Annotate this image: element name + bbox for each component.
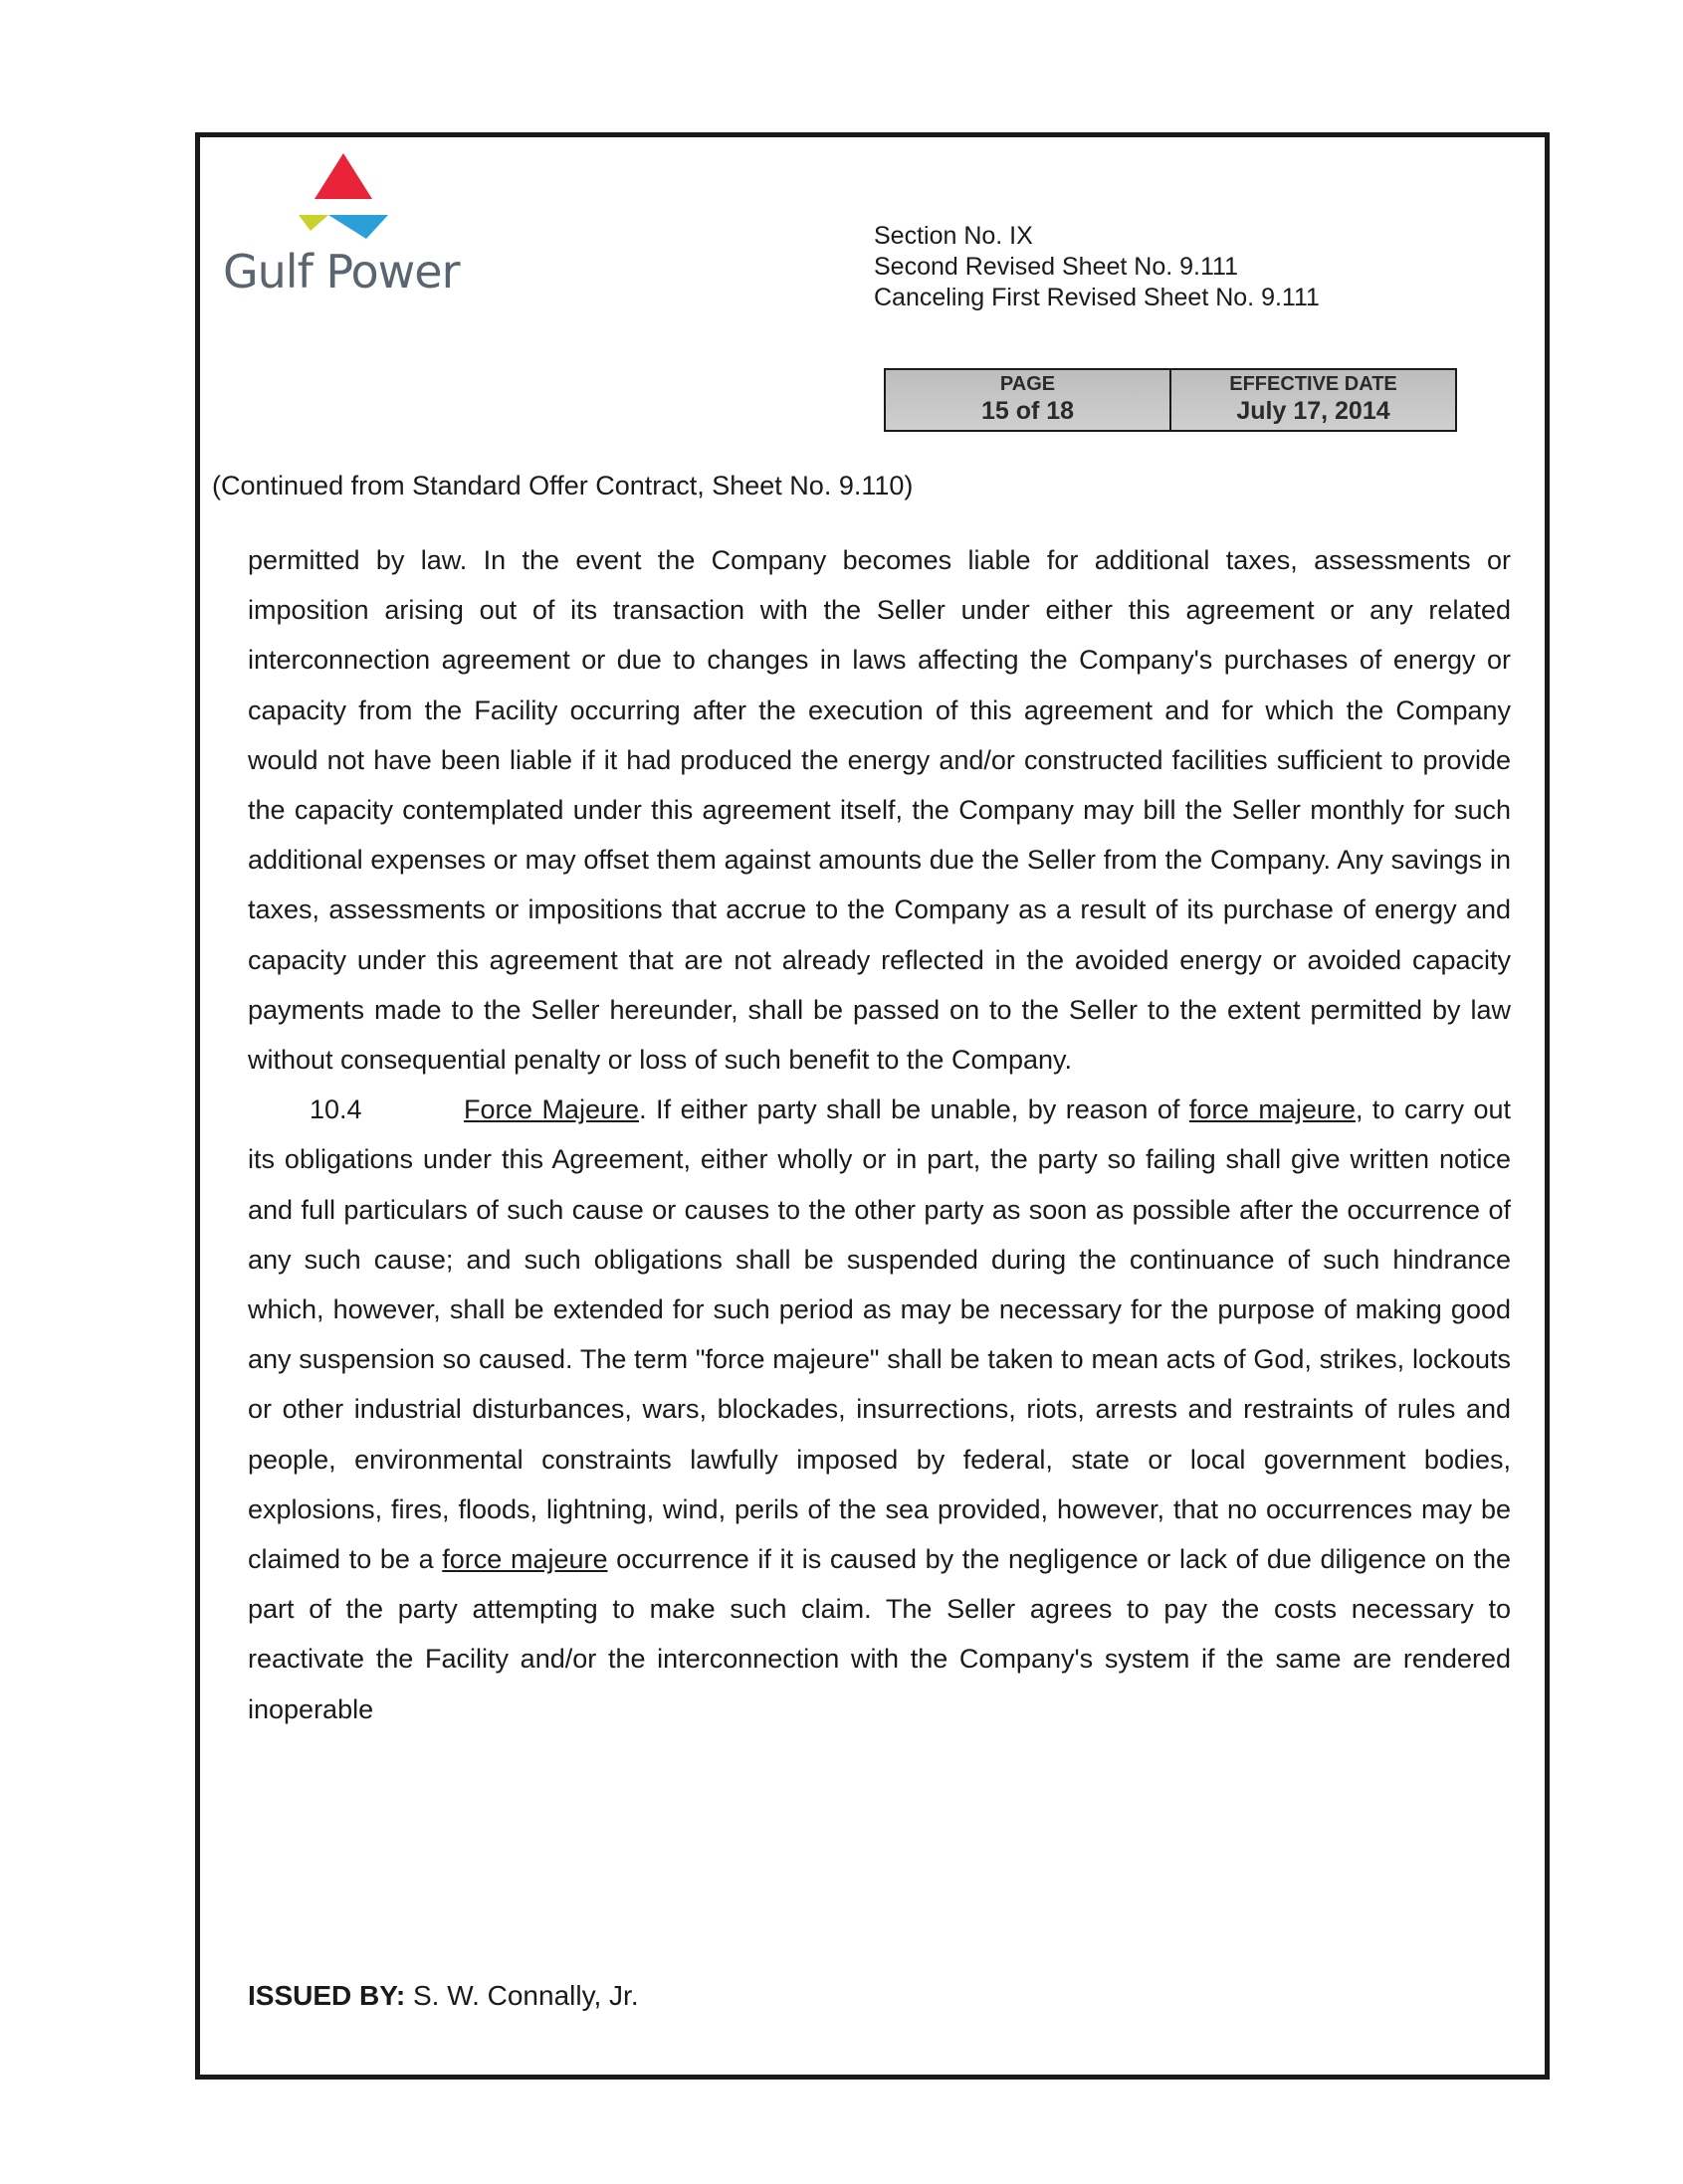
section-number: Section No. IX — [874, 222, 1033, 250]
page-label: PAGE — [999, 373, 1056, 395]
page-cell — [886, 370, 1169, 430]
effective-date-label: EFFECTIVE DATE — [1229, 373, 1397, 395]
continued-note: (Continued from Standard Offer Contract, Sheet No. 9.110) — [212, 471, 914, 500]
sheet-number: Second Revised Sheet No. 9.111 — [874, 253, 1238, 281]
effective-date-cell — [1169, 370, 1455, 430]
paragraph-text: . If either party shall be unable, by reason of — [639, 1094, 1189, 1125]
section-number-10-4: 10.4 — [310, 1094, 362, 1125]
canceled-sheet: Canceling First Revised Sheet No. 9.111 — [874, 284, 1320, 311]
issued-by-label: ISSUED BY: — [248, 1980, 406, 2011]
logo-triangle-icon — [289, 153, 398, 243]
effective-date-value: July 17, 2014 — [1236, 397, 1390, 425]
contract-body — [248, 535, 1511, 1734]
term-force-majeure: force majeure — [442, 1544, 608, 1575]
page-info-box — [884, 368, 1457, 432]
logo-text: Gulf Power — [223, 245, 460, 298]
section-info — [874, 221, 1320, 313]
section-heading: Force Majeure — [464, 1094, 640, 1125]
paragraph-text: occurrence if it is caused by the negligence or lack of due diligence on the part of the party attempting to make such claim. The Seller agrees to pay the costs necessary to reactivate the Facility and/or the interconnection with the Company's system if the same are rendered inoperable — [248, 1544, 1512, 1724]
issued-by-name: S. W. Connally, Jr. — [412, 1980, 639, 2011]
paragraph-force-majeure — [248, 1085, 1511, 1734]
issued-by — [248, 1980, 639, 2012]
paragraph-taxes: permitted by law. In the event the Company becomes liable for additional taxes, assessments or imposition arising out of its transaction with the Seller under either this agreement or any related interconnection agreement or due to changes in laws affecting the Company's purchases of energy or capacity from the Facility occurring after the execution of this agreement and for which the Company would not have been liable if it had produced the energy and/or constructed facilities sufficient to provide the capacity contemplated under this agreement itself, the Company may bill the Seller monthly for such additional expenses or may offset them against amounts due the Seller from the Company. Any savings in taxes, assessments or impositions that accrue to the Company as a result of its purchase of energy and capacity under this agreement that are not already reflected in the avoided energy or avoided capacity payments made to the Seller hereunder, shall be passed on to the Seller to the extent permitted by law without consequential penalty or loss of such benefit to the Company. — [248, 545, 1511, 1076]
term-force-majeure: force majeure — [1188, 1094, 1356, 1125]
paragraph-text: , to carry out its obligations under this Agreement, either wholly or in part, the party so failing shall give written notice and full particulars of such cause or causes to the other party as soon as possible after the occurrence of any such cause; and such obligations shall be suspended during the continuance of such hindrance which, however, shall be extended for such period as may be necessary for the purpose of making good any suspension so caused. The term "force majeure" shall be taken to mean acts of God, strikes, lockouts or other industrial disturbances, wars, blockades, insurrections, riots, arrests and restraints of rules and people, environmental constraints lawfully imposed by federal, state or local government bodies, explosions, fires, floods, lightning, wind, perils of the sea provided, however, that no occurrences may be claimed to be a — [248, 1094, 1511, 1575]
page-value: 15 of 18 — [980, 397, 1075, 425]
company-logo — [223, 149, 462, 308]
